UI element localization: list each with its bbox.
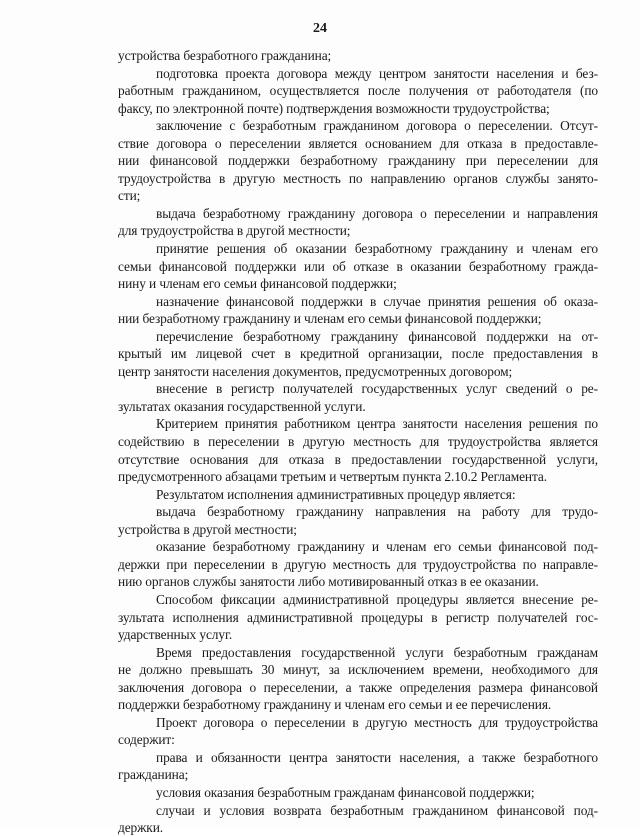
text-line: права и обязанности центра занятости населения, а также безработного bbox=[156, 749, 598, 765]
text-line: Время предоставления государственной услуги безработным гражданам bbox=[156, 644, 598, 660]
text-line: содержит: bbox=[118, 732, 175, 748]
text-line: нину и членам его семьи финансовой поддержки; bbox=[118, 276, 397, 292]
text-line: принятие решения об оказании безработному гражданину и членам его bbox=[156, 241, 598, 257]
text-line: выдача безработному гражданину договора о переселении и направления bbox=[156, 205, 598, 221]
text-line: семьи финансовой поддержки или об отказе в оказании безработному гражда- bbox=[118, 258, 598, 274]
text-line: подготовка проекта договора между центром занятости населения и без- bbox=[156, 65, 598, 81]
text-line: нии финансовой поддержки безработному гражданину при переселении для bbox=[118, 153, 598, 169]
text-line: центр занятости населения документов, предусмотренных договором; bbox=[118, 363, 513, 379]
text-line: отсутствие основания для отказа в предоставлении государственной услуги, bbox=[118, 451, 598, 467]
text-line: заключение с безработным гражданином договора о переселении. Отсут- bbox=[156, 118, 598, 134]
text-line: предусмотренного абзацами третьим и четвертым пункта 2.10.2 Регламента. bbox=[118, 469, 547, 485]
text-line: нии безработному гражданину и членам его семьи финансовой поддержки; bbox=[118, 311, 542, 327]
text-line: условия оказания безработным гражданам финансовой поддержки; bbox=[156, 784, 535, 800]
text-line: держки. bbox=[118, 820, 164, 836]
text-line: выдача безработному гражданину направления на работу для трудо- bbox=[156, 504, 598, 520]
text-line: Результатом исполнения административных процедур является: bbox=[156, 486, 516, 502]
text-line: оказание безработному гражданину и членам его семьи финансовой под- bbox=[156, 539, 598, 555]
text-line: устройства безработного гражданина; bbox=[118, 48, 332, 63]
text-line: нию органов службы занятости либо мотивированный отказ в ее оказании. bbox=[118, 574, 539, 590]
text-line: внесение в регистр получателей государственных услуг сведений о ре- bbox=[156, 381, 598, 397]
text-line: заключения договора о переселении, а также определения размера финансовой bbox=[118, 679, 598, 695]
text-line: сти; bbox=[118, 188, 141, 204]
text-line: трудоустройства в другую местность по направлению органов службы занято- bbox=[118, 170, 598, 186]
text-line: зультата исполнения административной процедуры в регистр получателей гос- bbox=[118, 609, 598, 625]
text-line: работным гражданином, осуществляется после получения от работодателя (по bbox=[118, 83, 598, 99]
text-line: зультатах оказания государственной услуги. bbox=[118, 398, 366, 414]
text-line: факсу, по электронной почте) подтверждения возможности трудоустройства; bbox=[118, 100, 550, 116]
text-line: гражданина; bbox=[118, 767, 189, 783]
text-line: для трудоустройства в другой местности; bbox=[118, 223, 351, 239]
text-line: поддержки безработному гражданину и членам его семьи и ее перечисления. bbox=[118, 697, 552, 713]
text-line: Проект договора о переселении в другую местность для трудоустройства bbox=[156, 714, 598, 730]
text-line: ударственных услуг. bbox=[118, 627, 233, 643]
text-line: ствие договора о переселении является основанием для отказа в предоставле- bbox=[118, 135, 598, 151]
text-line: не должно превышать 30 минут, за исключением времени, необходимого для bbox=[118, 662, 598, 678]
text-line: случаи и условия возврата безработным гражданином финансовой под- bbox=[156, 802, 598, 818]
page-number: 24 bbox=[313, 21, 327, 36]
text-line: крытый им лицевой счет в кредитной организации, после предоставления в bbox=[118, 346, 598, 362]
text-line: Критерием принятия работником центра занятости населения решения по bbox=[156, 416, 598, 432]
text-line: держки при переселении в другую местность для трудоустройства по направле- bbox=[118, 556, 598, 572]
text-line: назначение финансовой поддержки в случае принятия решения об оказа- bbox=[156, 293, 598, 309]
body-text bbox=[118, 47, 598, 837]
text-line: Способом фиксации административной процедуры является внесение ре- bbox=[156, 591, 598, 607]
text-line: содействию в переселении в другую местность для трудоустройства является bbox=[118, 434, 598, 450]
text-line: устройства в другой местности; bbox=[118, 521, 297, 537]
text-line: перечисление безработному гражданину финансовой поддержки на от- bbox=[156, 328, 598, 344]
